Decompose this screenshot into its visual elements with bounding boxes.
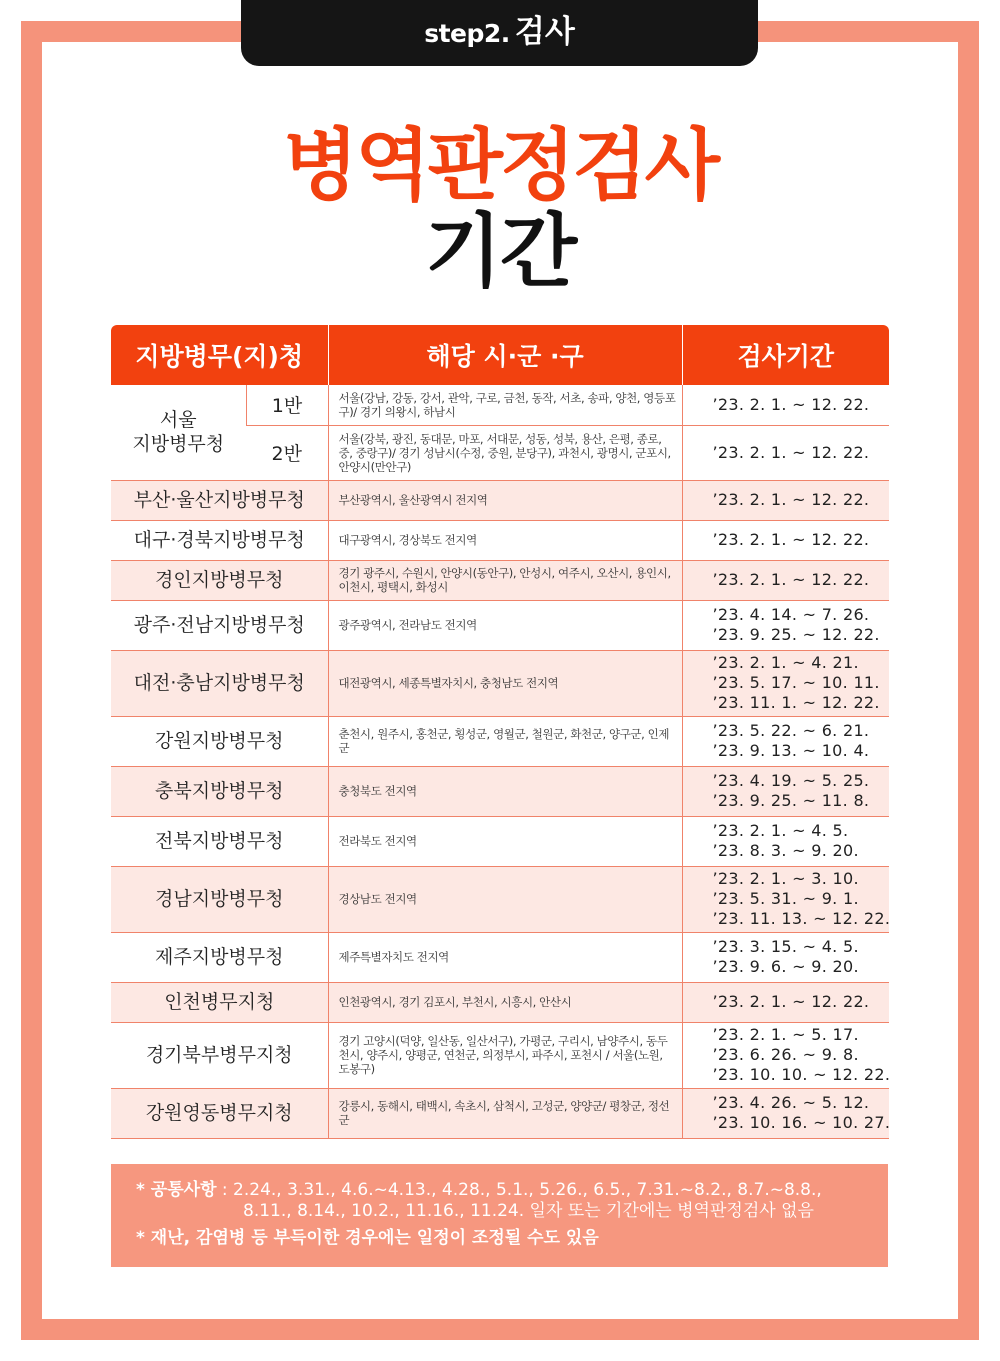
header-period: 검사기간 <box>682 325 889 385</box>
period-line: ’23. 9. 13. ~ 10. 4. <box>712 741 870 760</box>
period-line: ’23. 2. 1. ~ 12. 22. <box>712 570 870 589</box>
step-tab <box>241 0 758 66</box>
period-line: ’23. 4. 26. ~ 5. 12. <box>712 1093 870 1112</box>
table-row <box>111 982 889 1022</box>
page-subtitle: 기간 <box>424 205 576 298</box>
area-cell: 제주특별자치도 전지역 <box>328 932 682 982</box>
office-cell: 경남지방병무청 <box>111 866 328 932</box>
period-line: ’23. 5. 31. ~ 9. 1. <box>712 889 859 908</box>
period-cell <box>682 650 889 716</box>
office-line: 지방병무청 <box>132 433 225 456</box>
period-cell <box>682 816 889 866</box>
area-cell: 인천광역시, 경기 김포시, 부천시, 시흥시, 안산시 <box>328 982 682 1022</box>
period-line: ’23. 9. 25. ~ 12. 22. <box>712 625 880 644</box>
office-cell: 부산·울산지방병무청 <box>111 480 328 520</box>
header-area: 해당 시·군 ·구 <box>328 325 682 385</box>
period-line: ’23. 2. 1. ~ 3. 10. <box>712 869 859 888</box>
header-office: 지방병무(지)청 <box>111 325 328 385</box>
period-line: ’23. 2. 1. ~ 5. 17. <box>712 1025 859 1044</box>
common-note-line1: : 2.24., 3.31., 4.6.~4.13., 4.28., 5.1., 5.26., 6.5., 7.31.~8.2., 8.7.~8.8., <box>221 1180 822 1200</box>
common-note-label: * 공통사항 <box>136 1180 217 1200</box>
office-cell: 제주지방병무청 <box>111 932 328 982</box>
period-cell <box>682 716 889 766</box>
office-cell: 대전·충남지방병무청 <box>111 650 328 716</box>
office-cell: 강원영동병무지청 <box>111 1088 328 1138</box>
table-row <box>111 560 889 600</box>
period-cell <box>682 766 889 816</box>
page-title: 병역판정검사 <box>282 121 718 211</box>
period-line: ’23. 2. 1. ~ 4. 5. <box>712 821 849 840</box>
table-row <box>111 1088 889 1138</box>
period-line: ’23. 5. 22. ~ 6. 21. <box>712 721 870 740</box>
area-cell: 강릉시, 동해시, 태백시, 속초시, 삼척시, 고성군, 양양군/ 평창군, 정선군 <box>328 1088 682 1138</box>
area-cell: 대구광역시, 경상북도 전지역 <box>328 520 682 560</box>
area-cell: 부산광역시, 울산광역시 전지역 <box>328 480 682 520</box>
period-line: ’23. 4. 19. ~ 5. 25. <box>712 771 870 790</box>
notes-box <box>111 1164 888 1267</box>
period-cell <box>682 560 889 600</box>
period-line: ’23. 5. 17. ~ 10. 11. <box>712 673 880 692</box>
period-line: ’23. 10. 16. ~ 10. 27. <box>712 1113 891 1132</box>
common-note-line2: 8.11., 8.14., 10.2., 11.16., 11.24. 일자 또는 기간에는 병역판정검사 없음 <box>243 1201 814 1221</box>
area-cell: 서울(강북, 광진, 동대문, 마포, 서대문, 성동, 성북, 용산, 은평, 종로, 중, 중랑구)/ 경기 성남시(수정, 중원, 분당구), 과천시, 광명시, 군포시, 안양시(만안구) <box>328 425 682 480</box>
period-line: ’23. 8. 3. ~ 9. 20. <box>712 841 859 860</box>
period-cell <box>682 425 889 480</box>
office-cell: 광주·전남지방병무청 <box>111 600 328 650</box>
period-line: ’23. 2. 1. ~ 12. 22. <box>712 490 870 509</box>
period-cell <box>682 1022 889 1088</box>
period-line: ’23. 11. 13. ~ 12. 22. <box>712 909 891 928</box>
office-cell: 강원지방병무청 <box>111 716 328 766</box>
area-cell: 경기 고양시(덕양, 일산동, 일산서구), 가평군, 구리시, 남양주시, 동두천시, 양주시, 양평군, 연천군, 의정부시, 파주시, 포천시 / 서울(노원, 도봉구) <box>328 1022 682 1088</box>
period-line: ’23. 3. 15. ~ 4. 5. <box>712 937 859 956</box>
table-row <box>111 866 889 932</box>
period-line: ’23. 6. 26. ~ 9. 8. <box>712 1045 859 1064</box>
office-cell: 경인지방병무청 <box>111 560 328 600</box>
table-row <box>111 520 889 560</box>
area-cell: 대전광역시, 세종특별자치시, 충청남도 전지역 <box>328 650 682 716</box>
table-row <box>111 766 889 816</box>
schedule-table <box>111 325 889 1139</box>
period-line: ’23. 2. 1. ~ 12. 22. <box>712 394 870 414</box>
office-cell: 인천병무지청 <box>111 982 328 1022</box>
ban-cell: 2반 <box>246 425 328 480</box>
period-line: ’23. 11. 1. ~ 12. 22. <box>712 693 880 712</box>
period-line: ’23. 9. 25. ~ 11. 8. <box>712 791 870 810</box>
period-cell <box>682 866 889 932</box>
period-line: ’23. 2. 1. ~ 12. 22. <box>712 992 870 1011</box>
period-line: ’23. 10. 10. ~ 12. 22. <box>712 1065 891 1084</box>
period-cell <box>682 600 889 650</box>
table-row <box>111 816 889 866</box>
area-cell: 춘천시, 원주시, 홍천군, 횡성군, 영월군, 철원군, 화천군, 양구군, 인제군 <box>328 716 682 766</box>
office-cell: 대구·경북지방병무청 <box>111 520 328 560</box>
area-cell: 서울(강남, 강동, 강서, 관악, 구로, 금천, 동작, 서초, 송파, 양천, 영등포구)/ 경기 의왕시, 하남시 <box>328 385 682 425</box>
area-cell: 경기 광주시, 수원시, 안양시(동안구), 안성시, 여주시, 오산시, 용인시, 이천시, 평택시, 화성시 <box>328 560 682 600</box>
period-cell <box>682 385 889 425</box>
area-cell: 전라북도 전지역 <box>328 816 682 866</box>
table-row <box>111 600 889 650</box>
area-cell: 충청북도 전지역 <box>328 766 682 816</box>
table-row <box>111 716 889 766</box>
disaster-note: * 재난, 감염병 등 부득이한 경우에는 일정이 조정될 수도 있음 <box>136 1228 599 1248</box>
table-row <box>111 650 889 716</box>
step-number: step2. <box>424 19 510 48</box>
area-cell: 광주광역시, 전라남도 전지역 <box>328 600 682 650</box>
area-cell: 경상남도 전지역 <box>328 866 682 932</box>
table-row <box>111 1022 889 1088</box>
period-line: ’23. 9. 6. ~ 9. 20. <box>712 957 859 976</box>
table-row <box>111 385 889 425</box>
period-line: ’23. 2. 1. ~ 12. 22. <box>712 530 870 549</box>
office-line: 서울 <box>159 409 197 432</box>
period-cell <box>682 1088 889 1138</box>
ban-cell: 1반 <box>246 385 328 425</box>
period-line: ’23. 2. 1. ~ 4. 21. <box>712 653 859 672</box>
table-row <box>111 932 889 982</box>
common-note <box>136 1180 881 1222</box>
period-line: ’23. 4. 14. ~ 7. 26. <box>712 605 870 624</box>
office-cell <box>111 385 246 480</box>
table-row <box>111 480 889 520</box>
period-cell <box>682 520 889 560</box>
office-cell: 전북지방병무청 <box>111 816 328 866</box>
step-label: 검사 <box>514 14 575 50</box>
period-cell <box>682 480 889 520</box>
period-cell <box>682 982 889 1022</box>
period-line: ’23. 2. 1. ~ 12. 22. <box>712 442 870 462</box>
period-cell <box>682 932 889 982</box>
office-cell: 충북지방병무청 <box>111 766 328 816</box>
office-cell: 경기북부병무지청 <box>111 1022 328 1088</box>
table-header-row <box>111 325 889 385</box>
